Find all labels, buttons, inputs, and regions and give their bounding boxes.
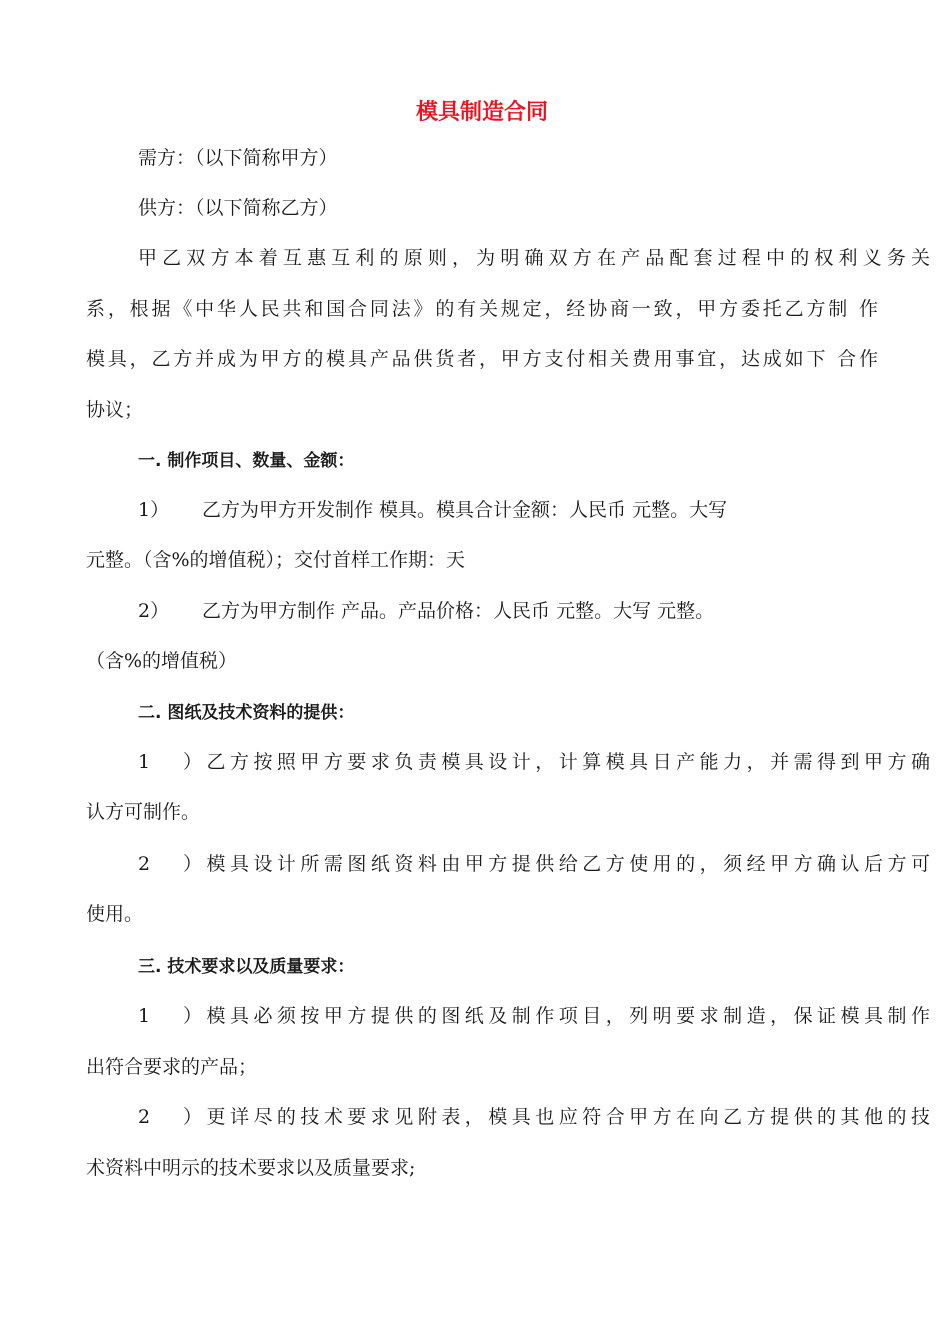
section-2-item-2-cont: 使用。 bbox=[86, 903, 144, 925]
item-text: 模具设计所需图纸资料由甲方提供给乙方使用的，须经甲方确认后方可 bbox=[202, 853, 930, 875]
item-number: 2） bbox=[138, 600, 170, 622]
section-3-item-2 bbox=[86, 1104, 930, 1130]
preamble-line-2: 系，根据《中华人民共和国合同法》的有关规定，经协商一致，甲方委托乙方制 作 bbox=[86, 298, 878, 320]
section-3-heading: 三. 技术要求以及质量要求： bbox=[138, 957, 355, 977]
section-3-item-1-cont: 出符合要求的产品； bbox=[86, 1056, 258, 1078]
preamble-line-1: 甲乙双方本着互惠互利的原则，为明确双方在产品配套过程中的权利义务关 bbox=[138, 247, 930, 269]
section-1-item-1-cont: 元整。（含%的增值税）；交付首样工作期：天 bbox=[86, 549, 466, 571]
section-1-item-1 bbox=[86, 497, 930, 523]
item-text: 乙方按照甲方要求负责模具设计，计算模具日产能力，并需得到甲方确 bbox=[202, 751, 930, 773]
document-title: 模具制造合同 bbox=[415, 100, 548, 125]
section-2-item-1-cont: 认方可制作。 bbox=[86, 801, 201, 823]
preamble-line-4: 协议； bbox=[86, 399, 144, 421]
preamble-line-3: 模具，乙方并成为甲方的模具产品供货者，甲方支付相关费用事宜，达成如下 合作 bbox=[86, 348, 878, 370]
section-1-item-2 bbox=[86, 598, 930, 624]
party-supply: 供方：（以下简称乙方） bbox=[138, 197, 338, 219]
item-number: 2） bbox=[138, 1106, 202, 1128]
item-text: 模具必须按甲方提供的图纸及制作项目，列明要求制造，保证模具制作 bbox=[202, 1005, 930, 1027]
section-2-item-2 bbox=[86, 851, 930, 877]
item-number: 1） bbox=[138, 751, 202, 773]
item-text: 乙方为甲方制作 产品。产品价格：人民币 元整。大写 元整。 bbox=[202, 600, 715, 622]
party-demand: 需方：（以下简称甲方） bbox=[138, 147, 338, 169]
section-3-item-2-cont: 术资料中明示的技术要求以及质量要求; bbox=[86, 1157, 416, 1179]
section-1-item-2-cont: （含%的增值税） bbox=[86, 650, 238, 672]
document-page bbox=[86, 0, 930, 1344]
section-3-item-1 bbox=[86, 1003, 930, 1029]
item-number: 1） bbox=[138, 499, 170, 521]
section-2-item-1 bbox=[86, 749, 930, 775]
section-1-heading: 一. 制作项目、数量、金额： bbox=[138, 451, 355, 471]
item-text: 乙方为甲方开发制作 模具。模具合计金额：人民币 元整。大写 bbox=[202, 499, 728, 521]
section-2-heading: 二. 图纸及技术资料的提供： bbox=[138, 703, 355, 723]
item-number: 2） bbox=[138, 853, 202, 875]
item-text: 更详尽的技术要求见附表，模具也应符合甲方在向乙方提供的其他的技 bbox=[202, 1106, 930, 1128]
item-number: 1） bbox=[138, 1005, 202, 1027]
